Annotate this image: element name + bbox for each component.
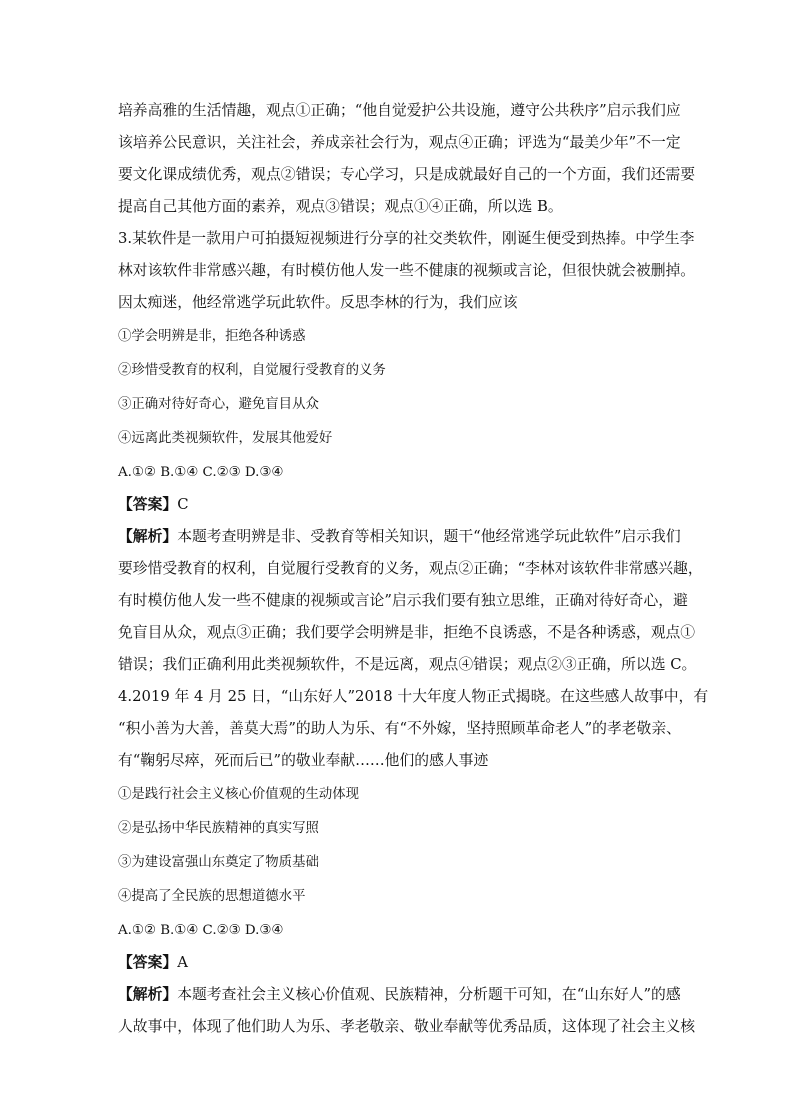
question-option: ①是践行社会主义核心价值观的生动体现 (118, 787, 360, 802)
question-option: ①学会明辨是非，拒绝各种诱惑 (118, 329, 306, 344)
answer-value: A (177, 954, 188, 971)
question-stem-line: 林对该软件非常感兴趣，有时模仿他人发一些不健康的视频或言论，但很快就会被删掉。 (118, 262, 696, 279)
analysis-label: 【解析】 (118, 528, 178, 545)
question-stem-line: 4.2019 年 4 月 25 日，“山东好人”2018 十大年度人物正式揭晓。在这些感人故事中，有 (118, 688, 709, 705)
analysis-text: 本题考查明辨是非、受教育等相关知识，题干“他经常逃学玩此软件”启示我们 (177, 528, 681, 545)
question-option: ③为建设富强山东奠定了物质基础 (118, 855, 319, 870)
question-stem-line: 3.某软件是一款用户可拍摄短视频进行分享的社交类软件，刚诞生便受到热捧。中学生李 (118, 230, 695, 247)
question-option: ②珍惜受教育的权利，自觉履行受教育的义务 (118, 363, 386, 378)
analysis-line: 有时模仿他人发一些不健康的视频或言论”启示我们要有独立思维，正确对待好奇心，避 (118, 592, 688, 609)
analysis-line: 错误；我们正确利用此类视频软件，不是远离，观点④错误；观点②③正确，所以选 C。 (118, 656, 697, 673)
analysis-label: 【解析】 (118, 986, 178, 1003)
question-option: ④提高了全民族的思想道德水平 (118, 889, 306, 904)
analysis-line (118, 522, 681, 552)
document-body (118, 0, 709, 1119)
question-option: ③正确对待好奇心，避免盲目从众 (118, 397, 319, 412)
answer-label: 【答案】 (118, 496, 178, 513)
analysis-line: 人故事中，体现了他们助人为乐、孝老敬亲、敬业奉献等优秀品质，这体现了社会主义核 (118, 1018, 696, 1035)
passage-line: 要文化课成绩优秀，观点②错误；专心学习，只是成就最好自己的一个方面，我们还需要 (118, 166, 696, 183)
question-choices: A.①② B.①④ C.②③ D.③④ (118, 923, 284, 938)
analysis-text: 本题考查社会主义核心价值观、民族精神，分析题干可知，在“山东好人”的感 (177, 986, 681, 1003)
question-stem-line: 有“鞠躬尽瘁，死而后已”的敬业奉献……他们的感人事迹 (118, 752, 489, 769)
passage-line: 该培养公民意识，关注社会，养成亲社会行为，观点④正确；评选为“最美少年”不一定 (118, 134, 681, 151)
passage-line: 培养高雅的生活情趣，观点①正确；“他自觉爱护公共设施，遵守公共秩序”启示我们应 (118, 102, 681, 119)
passage-line: 提高自己其他方面的素养，观点③错误；观点①④正确，所以选 B。 (118, 198, 563, 215)
analysis-line: 免盲目从众，观点③正确；我们要学会明辨是非，拒绝不良诱惑，不是各种诱惑，观点① (118, 624, 696, 641)
analysis-line: 要珍惜受教育的权利，自觉履行受教育的义务，观点②正确；“李林对该软件非常感兴趣， (118, 560, 703, 577)
answer-label: 【答案】 (118, 954, 178, 971)
question-choices: A.①② B.①④ C.②③ D.③④ (118, 465, 284, 480)
question-option: ②是弘扬中华民族精神的真实写照 (118, 821, 319, 836)
answer-line (118, 490, 678, 520)
answer-value: C (177, 496, 189, 513)
answer-line (118, 948, 678, 978)
analysis-line (118, 980, 681, 1010)
question-stem-line: 因太痴迷，他经常逃学玩此软件。反思李林的行为，我们应该 (118, 294, 518, 311)
question-option: ④远离此类视频软件，发展其他爱好 (118, 431, 333, 446)
question-stem-line: “积小善为大善，善莫大焉”的助人为乐、有“不外嫁，坚持照顾革命老人”的孝老敬亲、 (118, 720, 681, 737)
